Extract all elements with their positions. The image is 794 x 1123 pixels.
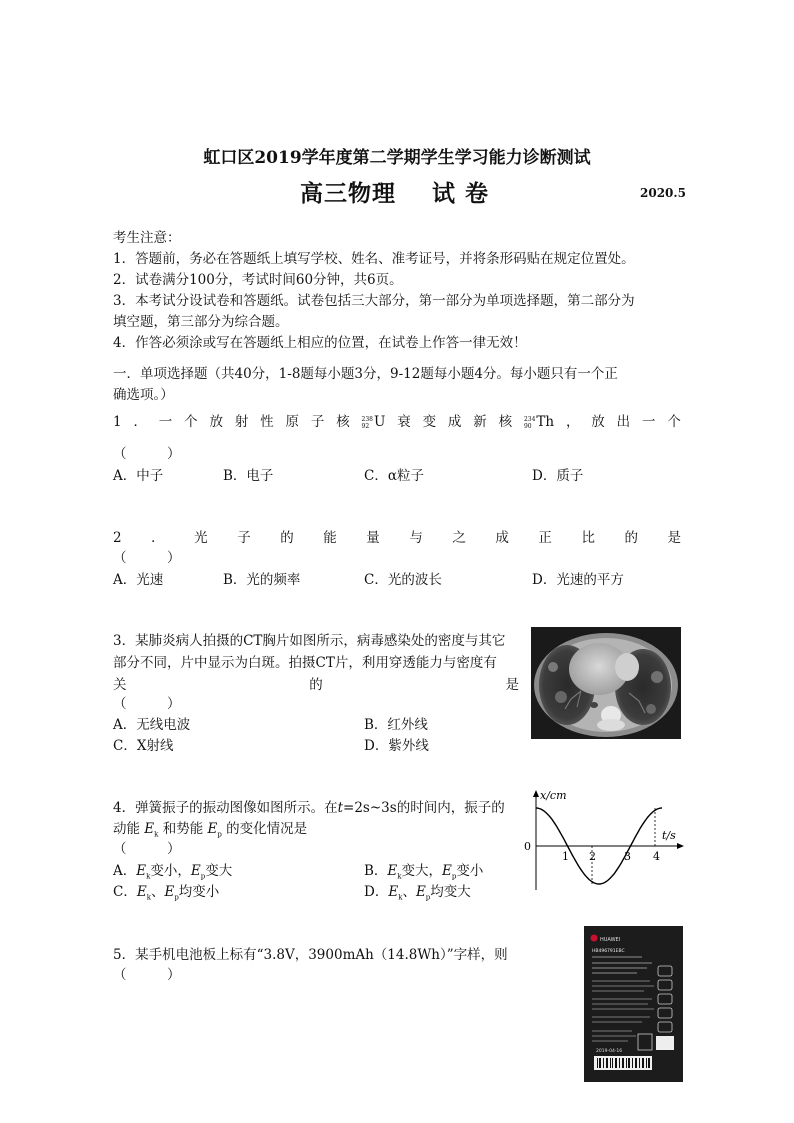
option-c: C．X射线 bbox=[113, 738, 174, 754]
section-heading-cont: 确选项。） bbox=[113, 387, 174, 403]
notice-item: 2．试卷满分100分，考试时间60分钟，共6页。 bbox=[113, 272, 403, 288]
phone-battery-image bbox=[584, 926, 683, 1082]
battery-date: 2019-04-16 bbox=[596, 1049, 623, 1054]
question-5-stem: 5．某手机电池板上标有“3.8V，3900mAh（14.8Wh）”字样，则 bbox=[113, 947, 508, 963]
battery-brand: HUAWEI bbox=[600, 937, 621, 943]
uranium-nuclide: 238 92 U bbox=[361, 414, 386, 430]
x-axis-arrow bbox=[677, 843, 684, 849]
tick-label: 4 bbox=[653, 850, 660, 863]
question-2-stem: 2 ． 光 子 的 能 量 与 之 成 正 比 的 是 bbox=[113, 530, 681, 546]
option-d: D．紫外线 bbox=[364, 738, 429, 754]
answer-paren: （ ） bbox=[113, 446, 181, 462]
option-a: A．中子 bbox=[113, 468, 164, 484]
option-d: D．光速的平方 bbox=[532, 572, 624, 588]
notice-item: 填空题，第三部分为综合题。 bbox=[113, 314, 289, 330]
option-c: C．$E_k$、$E_p$均变小 bbox=[113, 884, 220, 902]
ct-chest-scan-image bbox=[531, 627, 681, 739]
question-1-stem: 1 ． 一 个 放 射 性 原 子 核 238 92 U 衰 变 成 新 核 234 90 Th ， 放 出 一 个 bbox=[113, 412, 681, 433]
tick-label: 1 bbox=[562, 850, 569, 863]
option-c: C．光的波长 bbox=[364, 572, 442, 588]
notice-heading: 考生注意： bbox=[113, 230, 181, 246]
answer-paren: （ ） bbox=[113, 967, 181, 983]
section-heading: 一．单项选择题（共40分，1-8题每小题3分，9-12题每小题4分。每小题只有一个正 bbox=[113, 366, 618, 382]
x-axis-label: t/s bbox=[662, 829, 676, 842]
y-axis-arrow bbox=[533, 790, 539, 797]
option-d: D．$E_k$、$E_p$均变大 bbox=[364, 884, 471, 902]
question-4-stem-cont: 动能 $E_k$ 和势能 $E_p$ 的变化情况是 bbox=[113, 821, 308, 839]
origin-label: 0 bbox=[524, 840, 531, 853]
question-3-stem-end: 关 的 是 bbox=[113, 677, 519, 693]
option-b: B．光的频率 bbox=[223, 572, 301, 588]
paper-name: 试 卷 bbox=[432, 180, 490, 207]
notice-item: 3．本考试分设试卷和答题纸。试卷包括三大部分，第一部分为单项选择题，第二部分为 bbox=[113, 293, 635, 309]
option-a: A．无线电波 bbox=[113, 717, 191, 733]
option-d: D．质子 bbox=[532, 468, 584, 484]
question-4-stem: 4．弹簧振子的振动图像如图所示。在t=2s~3s的时间内，振子的 bbox=[113, 800, 505, 816]
thorium-nuclide: 234 90 Th bbox=[523, 414, 555, 430]
subject-name: 高三物理 bbox=[300, 180, 396, 207]
answer-paren: （ ） bbox=[113, 550, 181, 566]
option-c: C．α粒子 bbox=[364, 468, 424, 484]
exam-header-title: 虹口区2019学年度第二学期学生学习能力诊断测试 bbox=[203, 148, 591, 168]
exam-subject-title bbox=[300, 175, 489, 208]
exam-date: 2020.5 bbox=[640, 186, 686, 200]
option-b: B．红外线 bbox=[364, 717, 428, 733]
oscillation-graph bbox=[520, 786, 690, 894]
question-3-stem-cont: 部分不同，片中显示为白斑。拍摄CT片，利用穿透能力与密度有 bbox=[113, 655, 497, 671]
huawei-logo-icon bbox=[591, 935, 598, 942]
tick-label: 3 bbox=[624, 850, 631, 863]
tick-label: 2 bbox=[589, 850, 596, 863]
answer-paren: （ ） bbox=[113, 696, 181, 712]
battery-model: HB496791EBC bbox=[592, 949, 625, 954]
notice-item: 4．作答必须涂或写在答题纸上相应的位置，在试卷上作答一律无效！ bbox=[113, 335, 527, 351]
option-a: A．$E_k$变小，$E_p$变大 bbox=[113, 863, 233, 881]
question-3-stem: 3．某肺炎病人拍摄的CT胸片如图所示，病毒感染处的密度与其它 bbox=[113, 633, 506, 649]
option-b: B．电子 bbox=[223, 468, 274, 484]
notice-item: 1．答题前，务必在答题纸上填写学校、姓名、准考证号，并将条形码贴在规定位置处。 bbox=[113, 251, 635, 267]
answer-paren: （ ） bbox=[113, 841, 181, 857]
option-a: A．光速 bbox=[113, 572, 164, 588]
option-b: B．$E_k$变大，$E_p$变小 bbox=[364, 863, 484, 881]
y-axis-label: x/cm bbox=[540, 789, 567, 802]
